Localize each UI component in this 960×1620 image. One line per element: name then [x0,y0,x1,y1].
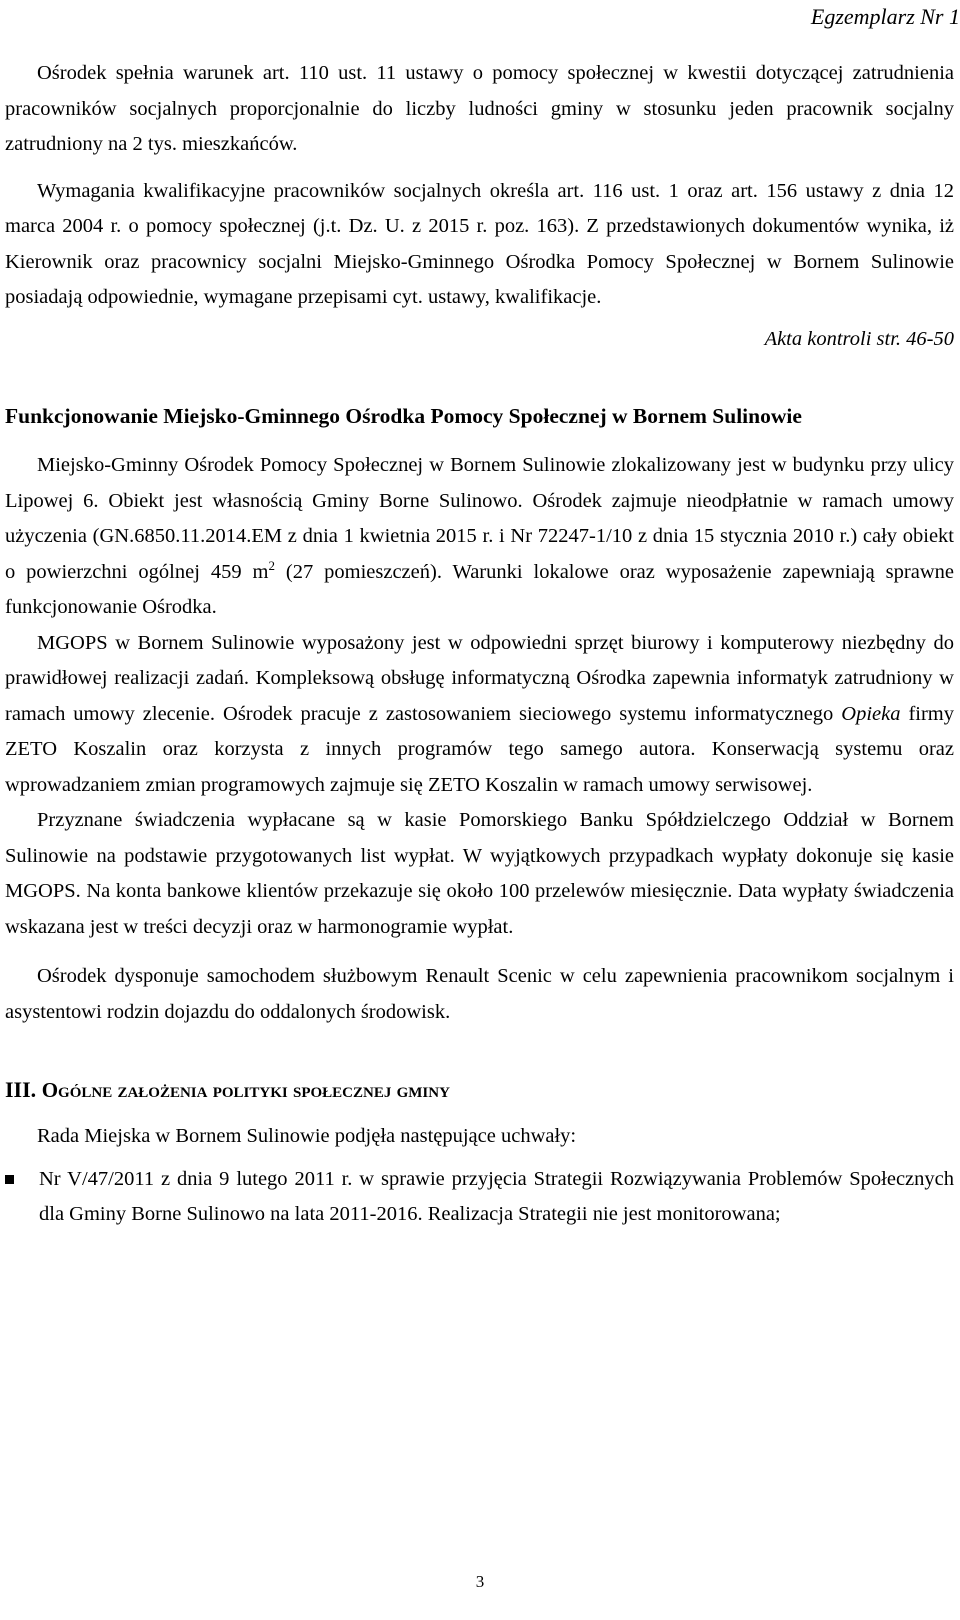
premises-text: Miejsko-Gminny Ośrodek Pomocy Społecznej w Bornem Sulinowie zlokalizowany jest w budynku przy ulicy Lipowej 6. Obiekt jest własnością Gminy Borne Sulinowo. Ośrodek zajmuje nieodpłatnie w ramach umowy użyczenia (GN.6850.11.2014.EM z dnia 1 kwietnia 2015 r. i Nr 72247-1/10 z dnia 15 stycznia 2010 r.) cały obiekt o powierzchni ogólnej 459 m [5,454,954,583]
paragraph-resolutions-intro: Rada Miejska w Bornem Sulinowie podjęła następujące uchwały: [37,1125,577,1147]
paragraph-equipment [5,626,954,804]
section-heading-iii [5,1072,954,1108]
list-item [5,1162,954,1233]
page-number: 3 [475,1572,485,1591]
paragraph-payments: Przyznane świadczenia wypłacane są w kasie Pomorskiego Banku Spółdzielczego Oddział w Bornem Sulinowie na podstawie przygotowanych list wypłat. W wyjątkowych przypadkach wypłaty dokonuje się kasie MGOPS. Na konta bankowe klientów przekazuje się około 100 przelewów miesięcznie. Data wypłaty świadczenia wskazana jest w treści decyzji oraz w harmonogramie wypłat. [5,809,954,938]
list-item-text: Nr V/47/2011 z dnia 9 lutego 2011 r. w sprawie przyjęcia Strategii Rozwiązywania Problemów Społecznych dla Gminy Borne Sulinowo na lata 2011-2016. Realizacja Strategii nie jest monitorowana; [39,1167,954,1225]
paragraph-premises [5,448,954,626]
paragraph-staffing-ratio: Ośrodek spełnia warunek art. 110 ust. 11 ustawy o pomocy społecznej w kwestii dotyczącej zatrudnienia pracowników socjalnych proporcjonalnie do liczby ludności gminy w stosunku jeden pracownik socjalny zatrudniony na 2 tys. mieszkańców. [5,62,954,155]
square-bullet-icon [5,1175,14,1184]
equipment-text: MGOPS w Bornem Sulinowie wyposażony jest w odpowiedni sprzęt biurowy i komputerowy niezbędny do prawidłowej realizacji zadań. Kompleksową obsługę informatyczną Ośrodka zapewnia informatyk zatrudniony w ramach umowy zlecenie. Ośrodek pracuje z zastosowaniem sieciowego systemu informatycznego [5,631,954,725]
system-name: Opieka [841,702,901,725]
area-unit-superscript: 2 [268,557,275,573]
paragraph-qualifications: Wymagania kwalifikacyjne pracowników socjalnych określa art. 116 ust. 1 oraz art. 156 ustawy z dnia 12 marca 2004 r. o pomocy społecznej (j.t. Dz. U. z 2015 r. poz. 163). Z przedstawionych dokumentów wynika, iż Kierownik oraz pracownicy socjalni Miejsko-Gminnego Ośrodka Pomocy Społecznej w Bornem Sulinowie posiadają odpowiednie, wymagane przepisami cyt. ustawy, kwalifikacje. [5,179,954,308]
section-heading-text: Ogólne założenia polityki społecznej gminy [41,1078,450,1102]
copy-number-label: Egzemplarz Nr 1 [810,4,960,29]
document-body [5,56,954,1233]
section-title-functioning: Funkcjonowanie Miejsko-Gminnego Ośrodka Pomocy Społecznej w Bornem Sulinowie [5,404,802,428]
premises-text-end: (27 pomieszczeń). Warunki lokalowe oraz wyposażenie zapewniają sprawne funkcjonowanie Ośrodka. [5,560,954,618]
paragraph-vehicle: Ośrodek dysponuje samochodem służbowym Renault Scenic w celu zapewnienia pracownikom socjalnym i asystentowi rodzin dojazdu do oddalonych środowisk. [5,965,954,1023]
section-number: III. [5,1077,42,1102]
records-reference: Akta kontroli str. 46-50 [764,327,954,350]
equipment-text-end: firmy ZETO Koszalin oraz korzysta z innych programów tego samego autora. Konserwacją systemu oraz wprowadzaniem zmian programowych zajmuje się ZETO Koszalin w ramach umowy serwisowej. [5,702,955,796]
